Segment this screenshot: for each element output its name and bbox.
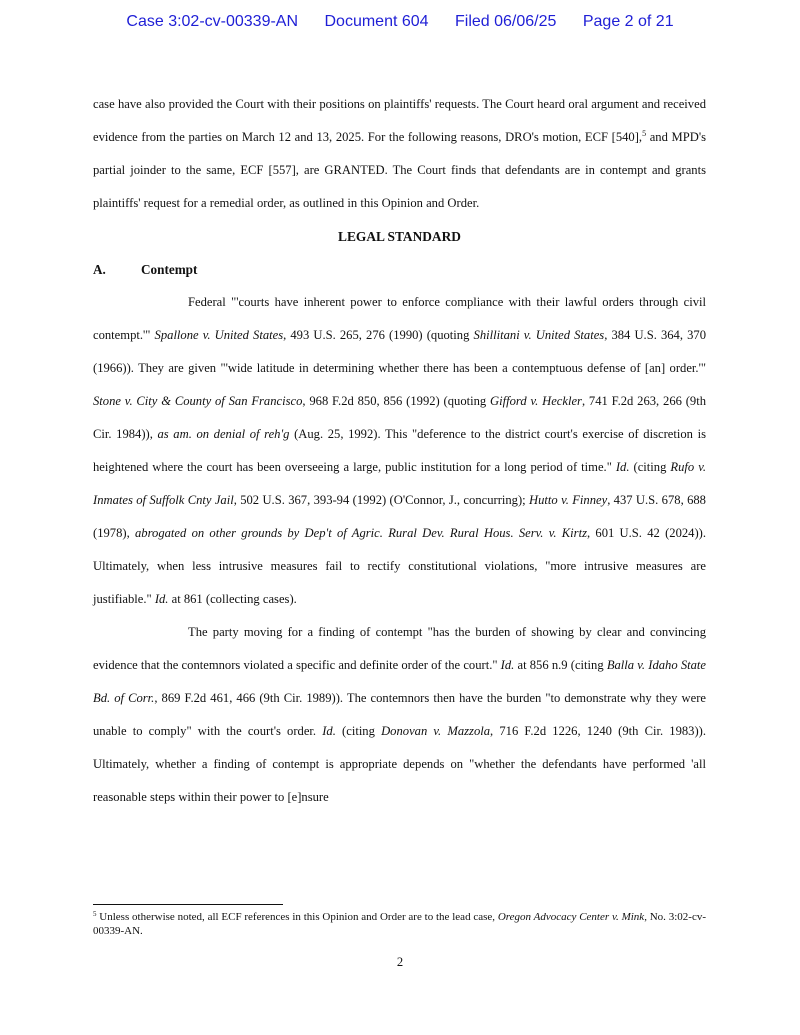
header-page-count: Page 2 of 21: [582, 13, 674, 30]
subsection-letter: A.: [93, 262, 106, 277]
citation: Id.: [154, 592, 169, 606]
header-case-number: Case 3:02-cv-00339-AN: [126, 13, 299, 30]
citation: Rufo v. Inmates of Suffolk Cnty Jail: [93, 460, 706, 507]
citation: Hutto v. Finney: [529, 493, 608, 507]
subsection-heading-contempt: [93, 253, 706, 286]
citation: Spallone v. United States: [154, 328, 284, 342]
citation: as am. on denial of reh'g: [157, 427, 290, 441]
section-heading-legal-standard: LEGAL STANDARD: [338, 229, 461, 244]
opinion-body: [93, 88, 706, 814]
page-number: 2: [396, 955, 404, 969]
citation: Shillitani v. United States: [473, 328, 605, 342]
citation: Oregon Advocacy Center v. Mink: [497, 911, 645, 923]
footnote-divider: [93, 904, 283, 905]
contempt-paragraph-1: Federal "'courts have inherent power to enforce compliance with their lawful orders through civil contempt.'" Spallone v. United States, 493 U.S. 265, 276 (1990) (quoting Shillitani v. United States, 384 U.S. 364, 370 (1966)). They are given "'wide latitude in determining whether there has been a contemptuous defense of [an] order.'" Stone v. City & County of San Francisco, 968 F.2d 850, 856 (1992) (quoting Gifford v. Heckler, 741 F.2d 263, 266 (9th Cir. 1984)), as am. on denial of reh'g (Aug. 25, 1992). This "deference to the district court's exercise of discretion is heightened where the court has been overseeing a large, public institution for a long period of time." Id. (citing Rufo v. Inmates of Suffolk Cnty Jail, 502 U.S. 367, 393-94 (1992) (O'Connor, J., concurring); Hutto v. Finney, 437 U.S. 678, 688 (1978), abrogated on other grounds by Dep't of Agric. Rural Dev. Rural Hous. Serv. v. Kirtz, 601 U.S. 42 (2024)). Ultimately, when less intrusive measures fail to rectify constitutional violations, "more intrusive measures are justifiable." Id. at 861 (collecting cases).: [93, 295, 707, 606]
contempt-paragraph-2: The party moving for a finding of contempt "has the burden of showing by clear and convincing evidence that the contemnors violated a specific and definite order of the court." Id. at 856 n.9 (citing Balla v. Idaho State Bd. of Corr., 869 F.2d 461, 466 (9th Cir. 1989)). The contemnors then have the burden "to demonstrate why they were unable to comply" with the court's order. Id. (citing Donovan v. Mazzola, 716 F.2d 1226, 1240 (9th Cir. 1983)). Ultimately, whether a finding of contempt is appropriate depends on "whether the defendants have performed 'all reasonable steps within their power to [e]nsure: [93, 625, 707, 804]
citation: Donovan v. Mazzola: [381, 724, 491, 738]
footnote-reference[interactable]: 5: [642, 129, 647, 138]
header-filed-date: Filed 06/06/25: [455, 13, 557, 30]
citation: Id.: [322, 724, 336, 738]
footnote-number: 5: [93, 910, 97, 918]
citation: Balla v. Idaho State Bd. of Corr.: [93, 658, 706, 705]
ecf-header: [0, 13, 800, 31]
citation: Id.: [615, 460, 630, 474]
citation: Gifford v. Heckler: [490, 394, 582, 408]
citation: abrogated on other grounds by Dep't of Agric. Rural Dev. Rural Hous. Serv. v. Kirtz: [135, 526, 587, 540]
citation: Stone v. City & County of San Francisco: [93, 394, 303, 408]
header-document-number: Document 604: [324, 13, 429, 30]
intro-paragraph: case have also provided the Court with their positions on plaintiffs' requests. The Court heard oral argument and received evidence from the parties on March 12 and 13, 2025. For the following reasons, DRO's motion, ECF [540],$^5$ and MPD's partial joinder to the same, ECF [557], are GRANTED. The Court finds that defendants are in contempt and grants plaintiffs' request for a remedial order, as outlined in this Opinion and Order.: [93, 97, 706, 210]
footnote-5: $^5$ Unless otherwise noted, all ECF references in this Opinion and Order are to the lead case, Oregon Advocacy Center v. Mink, No. 3:02-cv-00339-AN.: [93, 910, 707, 937]
citation: Id.: [500, 658, 515, 672]
subsection-title: Contempt: [141, 262, 198, 277]
